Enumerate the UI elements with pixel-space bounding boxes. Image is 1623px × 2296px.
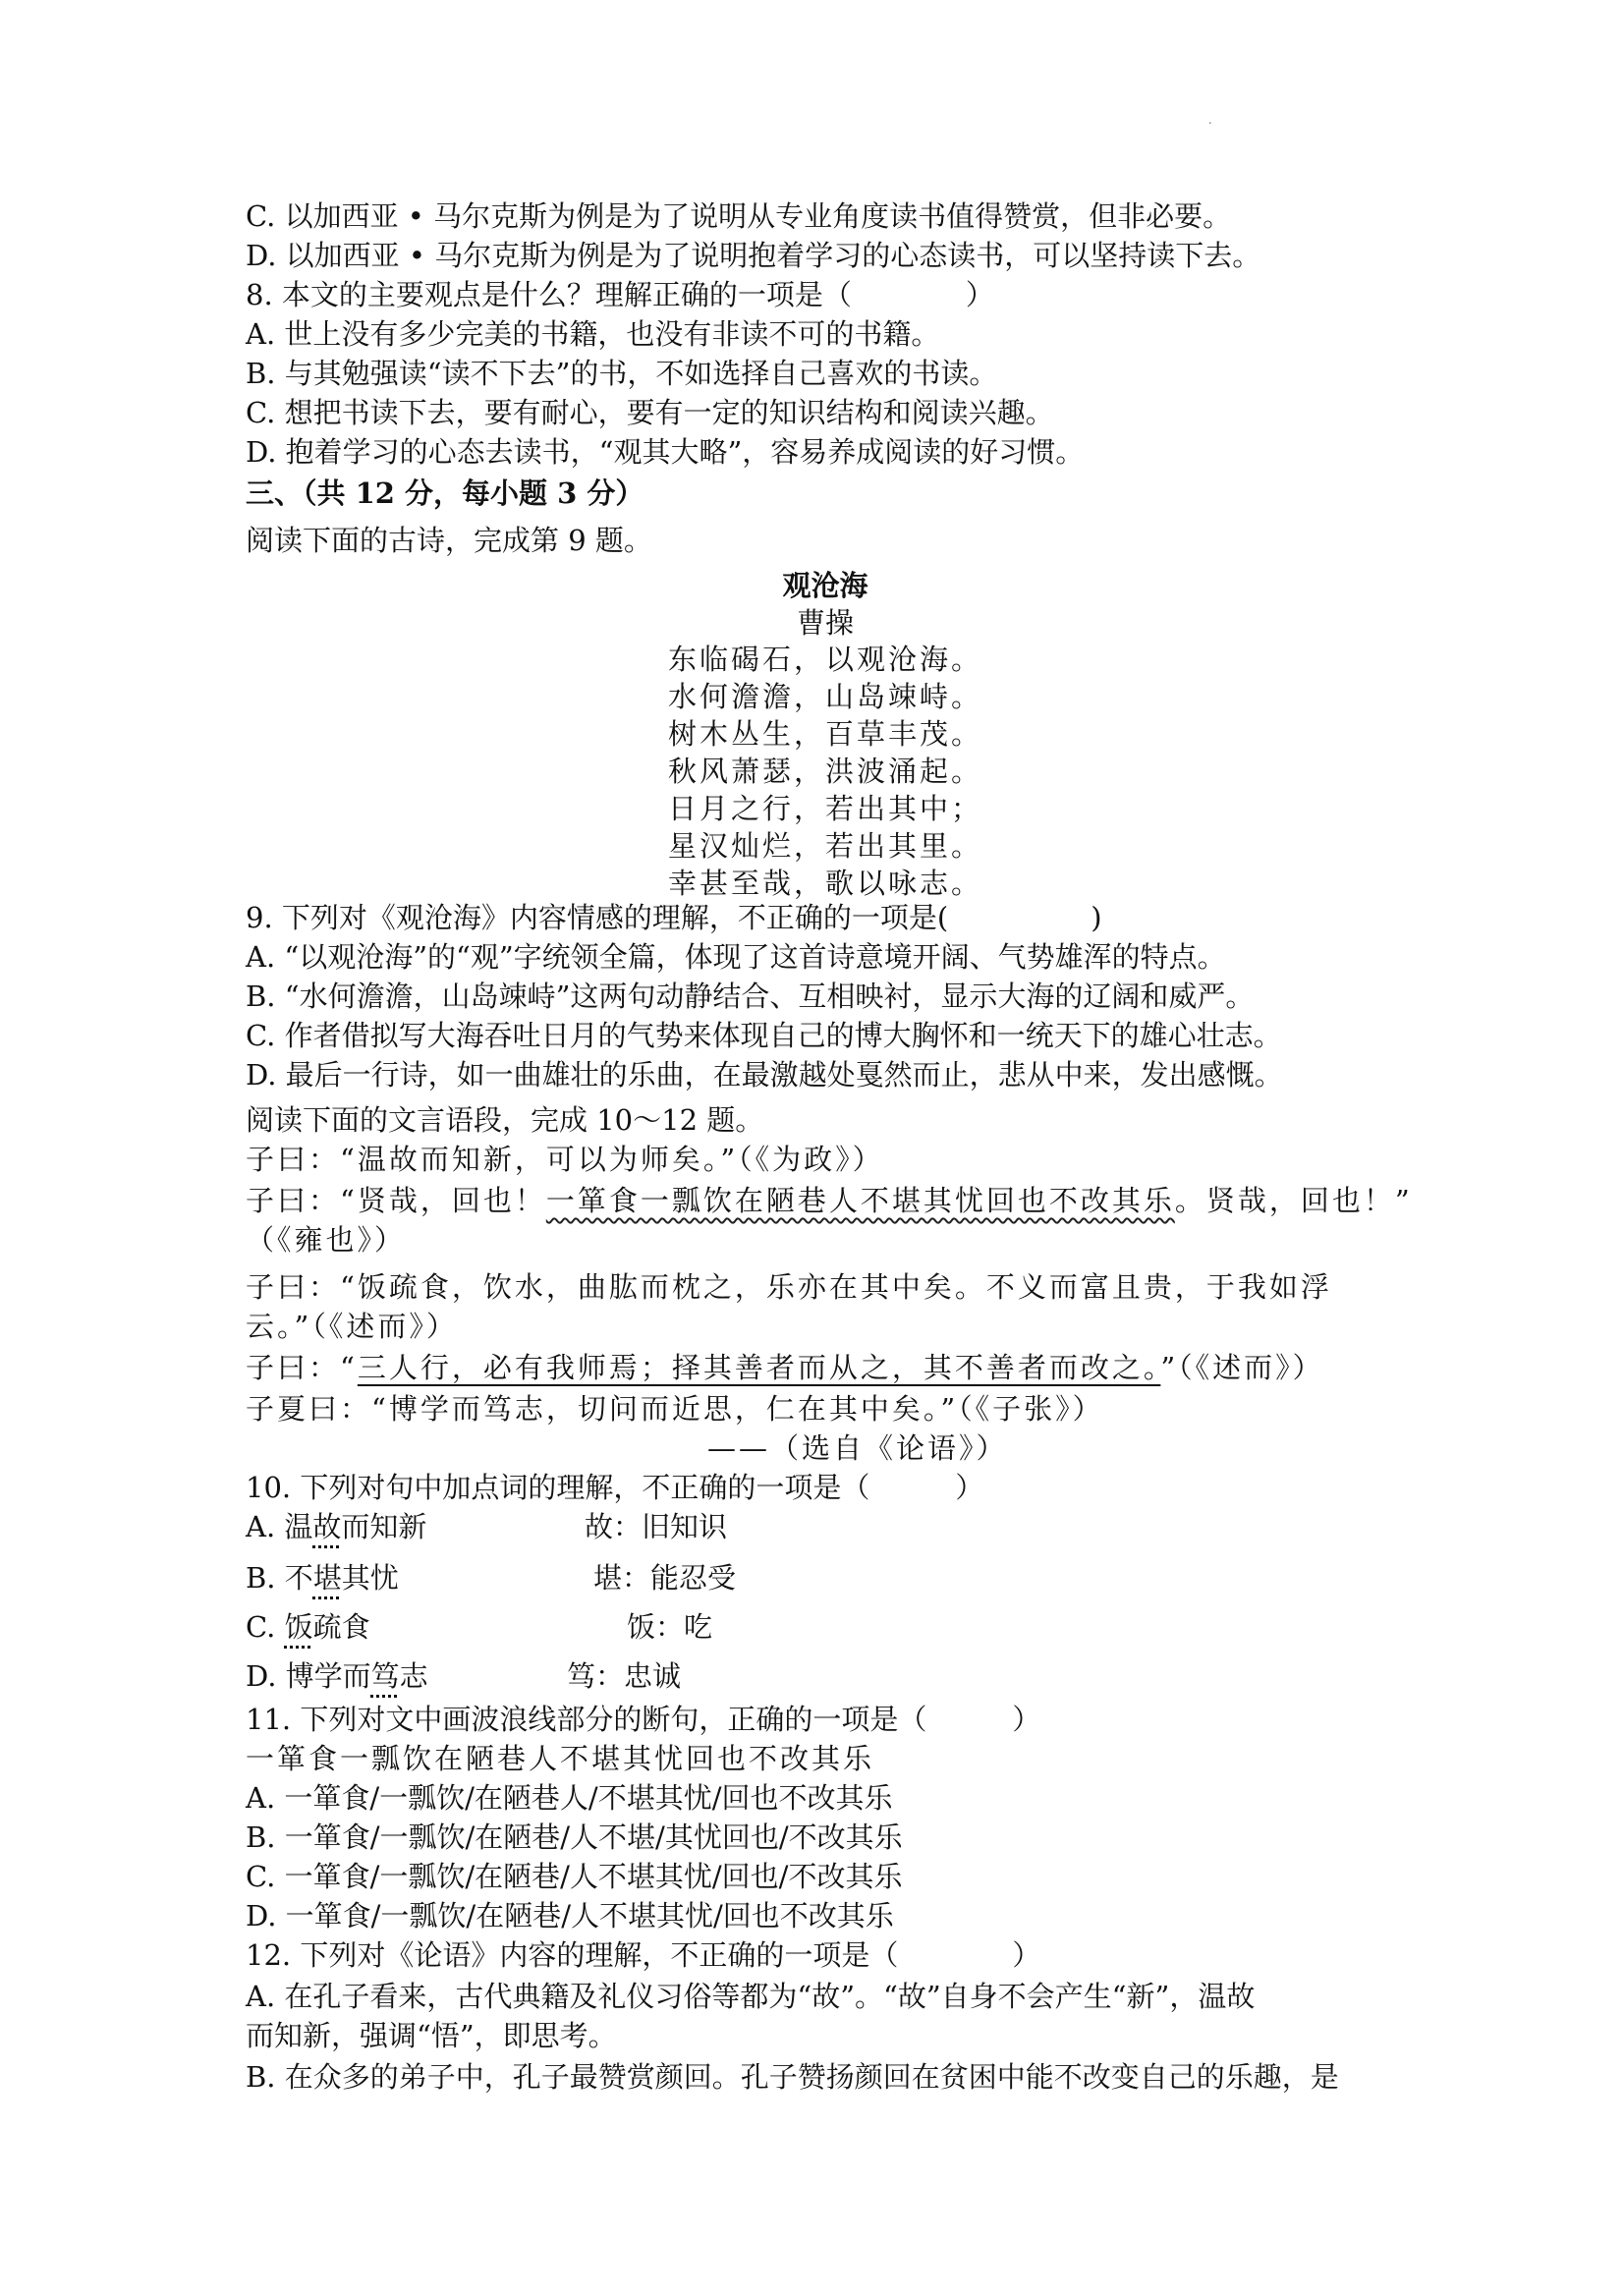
poem-line: 幸甚至哉，歌以咏志。 (667, 867, 982, 900)
option-meaning: 笃：忠诚 (567, 1659, 682, 1693)
dotted-word: 饭 (284, 1610, 313, 1644)
quote-2-suffix: 。贤哉，回也！” (1174, 1184, 1413, 1217)
option-meaning: 故：旧知识 (585, 1510, 728, 1543)
option-text: C. (246, 1610, 285, 1644)
q9-option-b: B. “水何澹澹，山岛竦峙”这两句动静结合、互相映衬，显示大海的辽阔和威严。 (246, 980, 1255, 1013)
q8-option-b: B. 与其勉强读“读不下去”的书，不如选择自己喜欢的书读。 (246, 357, 998, 390)
option-meaning: 饭：吃 (627, 1610, 713, 1644)
poem-author: 曹操 (796, 606, 854, 640)
q11-sentence: 一箪食一瓢饮在陋巷人不堪其忧回也不改其乐 (246, 1742, 875, 1775)
q11-option-c: C. 一箪食/一瓢饮/在陋巷/人不堪其忧/回也/不改其乐 (246, 1860, 903, 1893)
option-meaning: 堪：能忍受 (593, 1561, 737, 1595)
option-text: 其忧 (341, 1561, 399, 1595)
analects-quote-3-line1: 子曰：“饭疏食，饮水，曲肱而枕之，乐亦在其中矣。不义而富且贵，于我如浮 (246, 1270, 1332, 1304)
section-instruction: 阅读下面的古诗，完成第 9 题。 (246, 524, 652, 557)
dotted-word: 笃 (370, 1659, 400, 1693)
q11-option-d: D. 一箪食/一瓢饮/在陋巷/人不堪其忧/回也不改其乐 (246, 1899, 894, 1932)
q9-option-d: D. 最后一行诗，如一曲雄壮的乐曲，在最激越处戛然而止，悲从中来，发出感慨。 (246, 1058, 1283, 1092)
q10-option-b (246, 1558, 1405, 1597)
q8-option-c: C. 想把书读下去，要有耐心，要有一定的知识结构和阅读兴趣。 (246, 396, 1054, 429)
quote-4-suffix: ”（《述而》） (1160, 1351, 1324, 1384)
option-text: 疏食 (312, 1610, 370, 1644)
analects-quote-2-source: （《雍也》） (246, 1223, 407, 1257)
q12-option-a-line2: 而知新，强调“悟”，即思考。 (246, 2019, 617, 2052)
analects-quote-2 (246, 1181, 1413, 1220)
passage-source: ——（选自《论语》） (707, 1431, 1008, 1465)
q11-option-a: A. 一箪食/一瓢饮/在陋巷人/不堪其忧/回也不改其乐 (246, 1781, 893, 1815)
q7-option-d: D. 以加西亚 • 马尔克斯为例是为了说明抱着学习的心态读书，可以坚持读下去。 (246, 239, 1261, 272)
dotted-word: 堪 (312, 1561, 342, 1595)
q12-stem: 12. 下列对《论语》内容的理解，不正确的一项是（ ） (246, 1938, 1041, 1972)
wavy-underlined-passage: 一箪食一瓢饮在陋巷人不堪其忧回也不改其乐 (545, 1184, 1175, 1217)
q11-stem: 11. 下列对文中画波浪线部分的断句，正确的一项是（ ） (246, 1703, 1041, 1736)
q12-option-a-line1: A. 在孔子看来，古代典籍及礼仪习俗等都为“故”。“故”自身不会产生“新”，温故 (246, 1980, 1256, 2013)
classical-instruction: 阅读下面的文言语段，完成 10～12 题。 (246, 1103, 764, 1137)
q9-option-c: C. 作者借拟写大海吞吐日月的气势来体现自己的博大胸怀和一统天下的雄心壮志。 (246, 1019, 1282, 1052)
poem-line: 日月之行，若出其中； (667, 792, 982, 825)
quote-2-prefix: 子曰：“贤哉，回也！ (246, 1184, 546, 1217)
q10-stem: 10. 下列对句中加点词的理解，不正确的一项是（ ） (246, 1471, 984, 1504)
option-text: 而知新 (341, 1510, 427, 1543)
q9-option-a: A. “以观沧海”的“观”字统领全篇，体现了这首诗意境开阔、气势雄浑的特点。 (246, 940, 1226, 974)
poem-line: 水何澹澹，山岛竦峙。 (667, 680, 982, 713)
option-text: 志 (399, 1659, 428, 1693)
poem-title: 观沧海 (782, 569, 868, 602)
q10-option-a (246, 1507, 1405, 1546)
q8-stem: 8. 本文的主要观点是什么？理解正确的一项是（ ） (246, 278, 994, 311)
q10-option-d (246, 1656, 1405, 1696)
quote-4-prefix: 子曰：“ (246, 1351, 358, 1384)
option-text: B. 不 (246, 1561, 313, 1595)
poem-line: 秋风萧瑟，洪波涌起。 (667, 755, 982, 788)
option-text: D. 博学而 (246, 1659, 371, 1693)
analects-quote-4 (246, 1348, 1405, 1387)
q12-option-b-line1: B. 在众多的弟子中，孔子最赞赏颜回。孔子赞扬颜回在贫困中能不改变自己的乐趣，是 (246, 2060, 1339, 2094)
analects-quote-1: 子曰：“温故而知新，可以为师矣。”（《为政》） (246, 1143, 884, 1176)
q9-stem: 9. 下列对《观沧海》内容情感的理解，不正确的一项是( ) (246, 901, 1102, 934)
q7-option-c: C. 以加西亚 • 马尔克斯为例是为了说明从专业角度读书值得赞赏，但非必要。 (246, 199, 1232, 233)
poem-line: 星汉灿烂，若出其里。 (667, 829, 982, 863)
q11-option-b: B. 一箪食/一瓢饮/在陋巷/人不堪/其忧回也/不改其乐 (246, 1820, 903, 1854)
q8-option-a: A. 世上没有多少完美的书籍，也没有非读不可的书籍。 (246, 317, 940, 351)
q10-option-c (246, 1607, 1405, 1647)
scan-speck: · (1207, 116, 1212, 132)
underlined-passage: 三人行，必有我师焉；择其善者而从之，其不善者而改之。 (357, 1351, 1161, 1384)
analects-quote-3-line2: 云。”（《述而》） (246, 1310, 458, 1343)
section-heading: 三、（共 12 分，每小题 3 分） (246, 476, 644, 510)
option-text: A. 温 (246, 1510, 313, 1543)
analects-quote-5: 子夏曰：“博学而笃志，切问而近思，仁在其中矣。”（《子张》） (246, 1392, 1104, 1426)
dotted-word: 故 (312, 1510, 342, 1543)
q8-option-d: D. 抱着学习的心态去读书，“观其大略”，容易养成阅读的好习惯。 (246, 435, 1085, 469)
poem-line: 东临碣石，以观沧海。 (667, 643, 982, 676)
poem-line: 树木丛生，百草丰茂。 (667, 717, 982, 751)
